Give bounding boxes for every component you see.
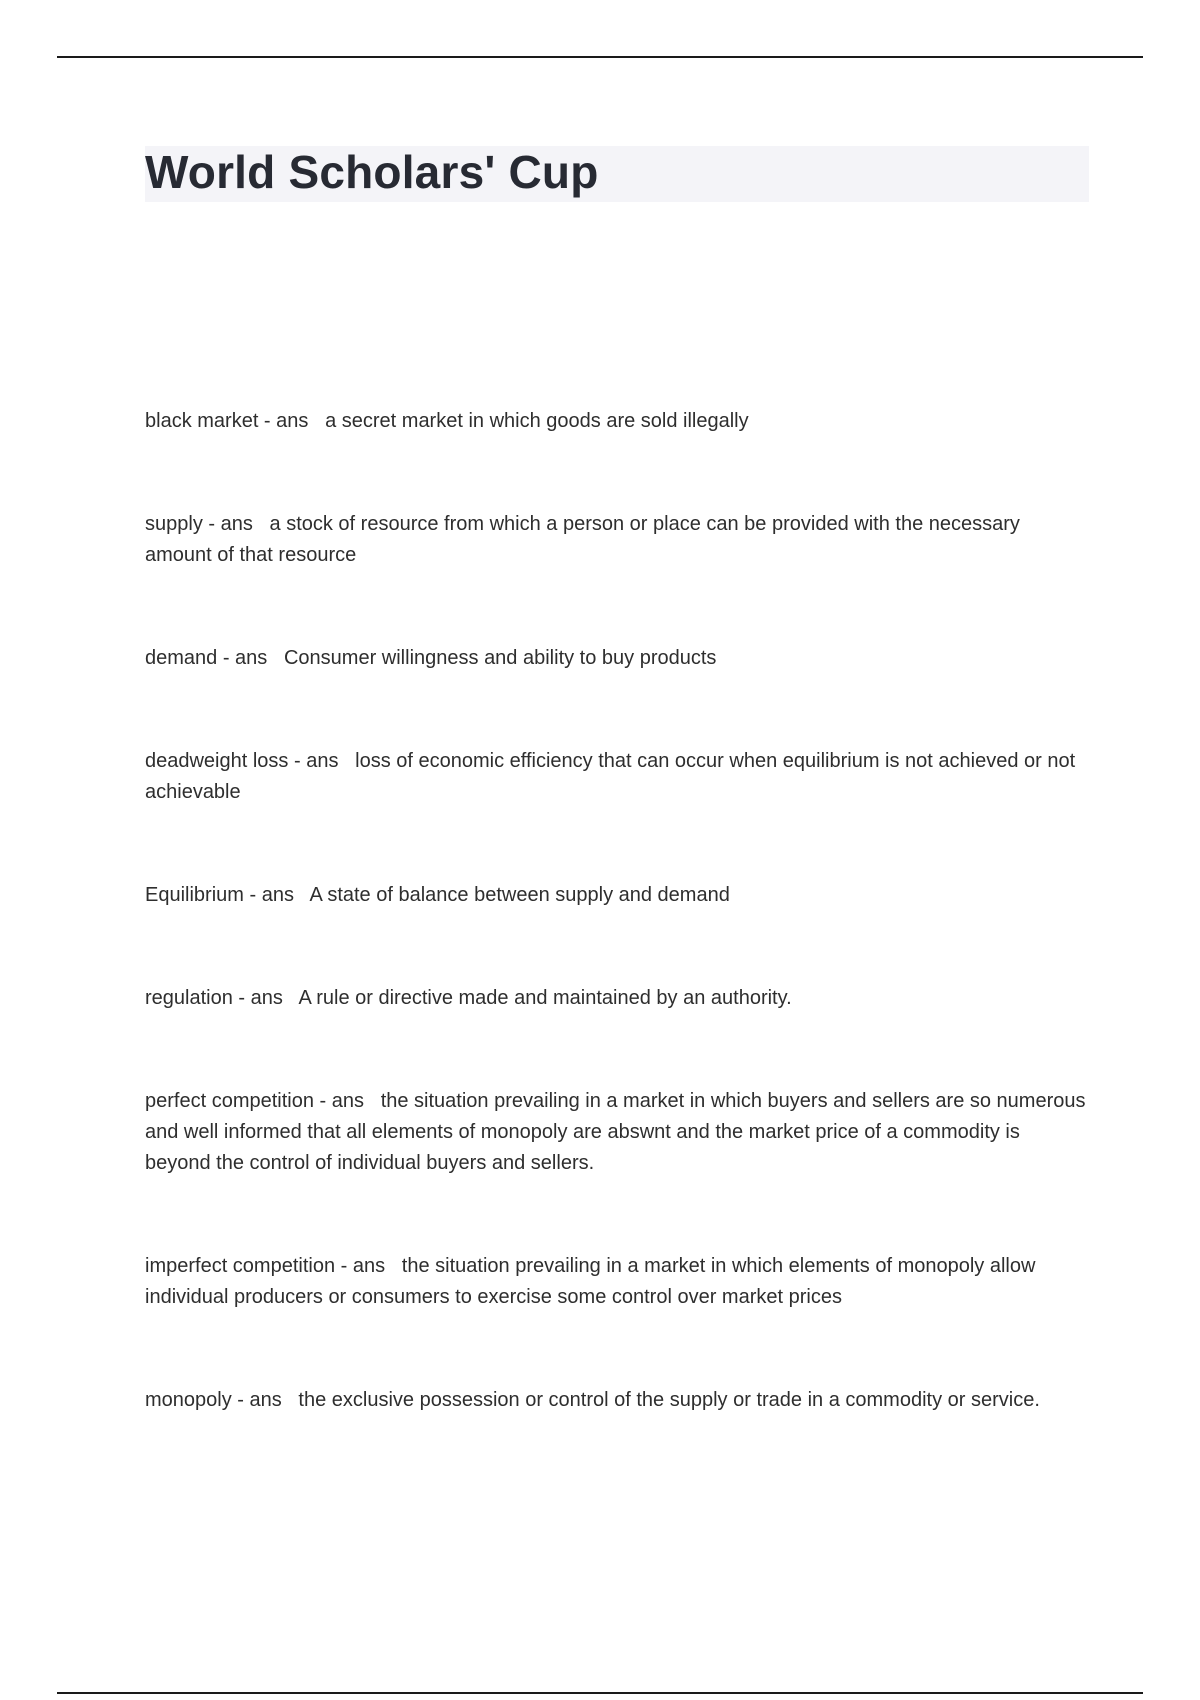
- entry-term: demand: [145, 647, 218, 669]
- entry-term: deadweight loss: [145, 750, 289, 772]
- entry-term: black market: [145, 410, 259, 432]
- entry-definition: a secret market in which goods are sold illegally: [325, 410, 749, 432]
- header-rule: [57, 56, 1143, 58]
- entry-definition: the situation prevailing in a market in which buyers and sellers are so numerous and well informed that all elements of monopoly are abswnt and the market price of a commodity is beyond the control of individual buyers and sellers.: [145, 1090, 1086, 1174]
- entry-separator: - ans: [202, 513, 270, 535]
- entry-separator: - ans: [231, 1389, 299, 1411]
- entry-separator: - ans: [232, 987, 299, 1009]
- entry-term: Equilibrium: [145, 884, 244, 906]
- entry-demand: [145, 643, 1090, 674]
- entry-definition: A state of balance between supply and demand: [309, 884, 730, 906]
- entry-definition: Consumer willingness and ability to buy products: [283, 647, 717, 669]
- entry-deadweight-loss: [145, 746, 1090, 808]
- entry-separator: - ans: [313, 1090, 381, 1112]
- entry-definition: the exclusive possession or control of the supply or trade in a commodity or service.: [298, 1389, 1040, 1411]
- entry-definition: the situation prevailing in a market in which elements of monopoly allow individual producers or consumers to exercise some control over market prices: [145, 1255, 1036, 1308]
- entry-definition: a stock of resource from which a person or place can be provided with the necessary amount of that resource: [145, 513, 1020, 566]
- entry-perfect-competition: [145, 1086, 1090, 1179]
- footer-rule: [57, 1692, 1143, 1694]
- page-title: World Scholars' Cup: [145, 146, 599, 198]
- entry-definition: A rule or directive made and maintained by an authority.: [298, 987, 792, 1009]
- entry-separator: - ans: [258, 410, 326, 432]
- entry-imperfect-competition: [145, 1251, 1090, 1313]
- entry-separator: - ans: [335, 1255, 402, 1277]
- entry-term: supply: [145, 513, 203, 535]
- entry-term: regulation: [145, 987, 233, 1009]
- entry-separator: - ans: [243, 884, 310, 906]
- entry-supply: [145, 509, 1090, 571]
- entry-monopoly: [145, 1385, 1090, 1416]
- entry-term: perfect competition: [145, 1090, 314, 1112]
- entry-term: imperfect competition: [145, 1255, 336, 1277]
- entry-term: monopoly: [145, 1389, 232, 1411]
- entry-separator: - ans: [217, 647, 284, 669]
- entry-equilibrium: [145, 880, 1090, 911]
- entry-regulation: [145, 983, 1090, 1014]
- entry-separator: - ans: [288, 750, 356, 772]
- flashcard-list: [145, 406, 1090, 1488]
- entry-black-market: [145, 406, 1090, 437]
- entry-definition: loss of economic efficiency that can occur when equilibrium is not achieved or not achievable: [145, 750, 1076, 803]
